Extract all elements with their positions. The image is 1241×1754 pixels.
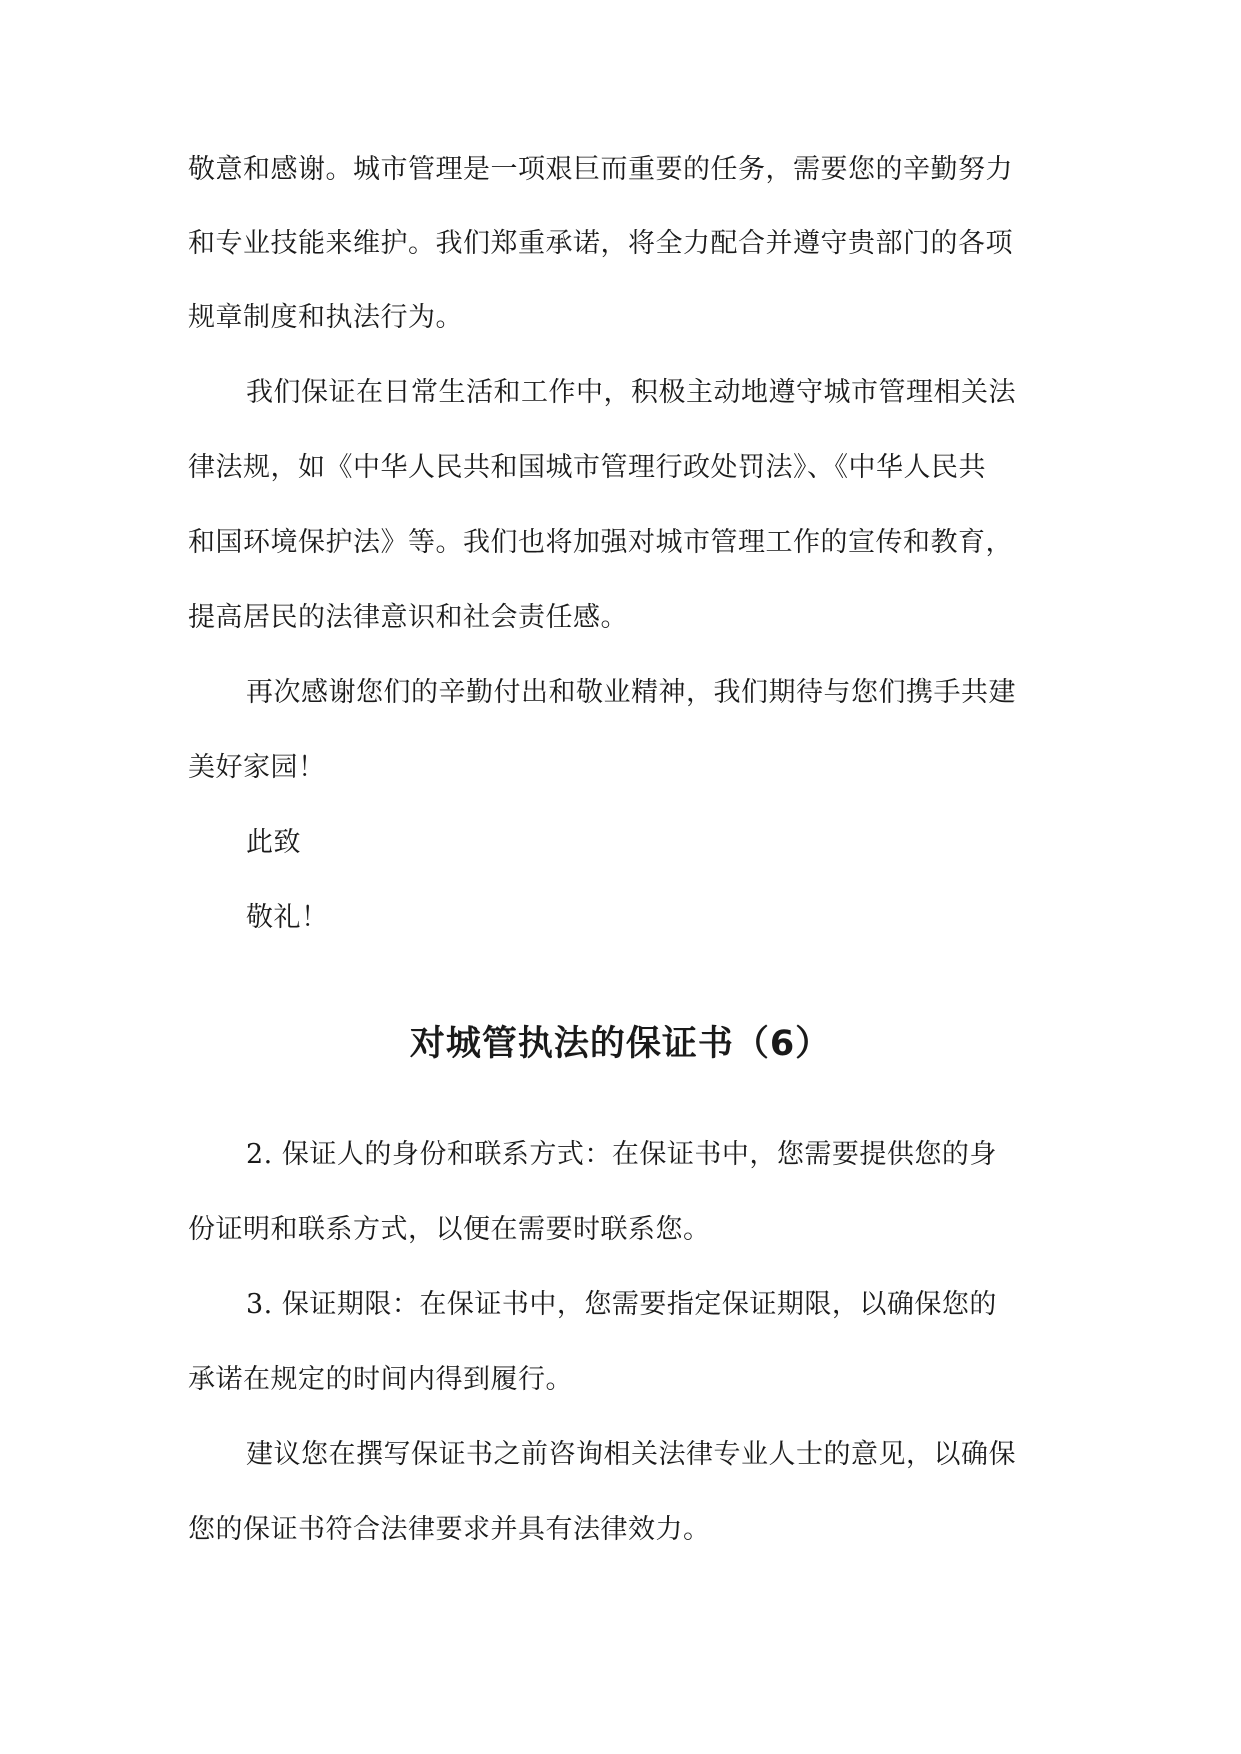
section-title: 对城管执法的保证书（6） [409, 1024, 832, 1064]
list-item-line: 份证明和联系方式，以便在需要时联系您。 [188, 1214, 711, 1245]
closing-regards: 敬礼！ [246, 902, 329, 933]
list-item-line: 3. 保证期限：在保证书中，您需要指定保证期限，以确保您的 [246, 1289, 997, 1320]
paragraph-line: 提高居民的法律意识和社会责任感。 [188, 602, 628, 633]
paragraph-line: 律法规，如《中华人民共和国城市管理行政处罚法》、《中华人民共 [188, 452, 986, 483]
paragraph-line: 美好家园！ [188, 752, 326, 783]
paragraph-line: 和专业技能来维护。我们郑重承诺，将全力配合并遵守贵部门的各项 [188, 228, 1013, 259]
paragraph-line: 我们保证在日常生活和工作中，积极主动地遵守城市管理相关法 [246, 377, 1016, 408]
paragraph-line: 敬意和感谢。城市管理是一项艰巨而重要的任务，需要您的辛勤努力 [188, 154, 1013, 185]
paragraph-line: 再次感谢您们的辛勤付出和敬业精神，我们期待与您们携手共建 [246, 677, 1016, 708]
closing-salutation: 此致 [246, 827, 301, 858]
paragraph-line: 和国环境保护法》等。我们也将加强对城市管理工作的宣传和教育， [188, 527, 1013, 558]
list-item-line: 承诺在规定的时间内得到履行。 [188, 1364, 573, 1395]
paragraph-line: 规章制度和执法行为。 [188, 302, 463, 333]
list-item-line: 2. 保证人的身份和联系方式：在保证书中，您需要提供您的身 [246, 1139, 997, 1170]
paragraph-line: 您的保证书符合法律要求并具有法律效力。 [188, 1514, 711, 1545]
paragraph-line: 建议您在撰写保证书之前咨询相关法律专业人士的意见，以确保 [246, 1439, 1016, 1470]
